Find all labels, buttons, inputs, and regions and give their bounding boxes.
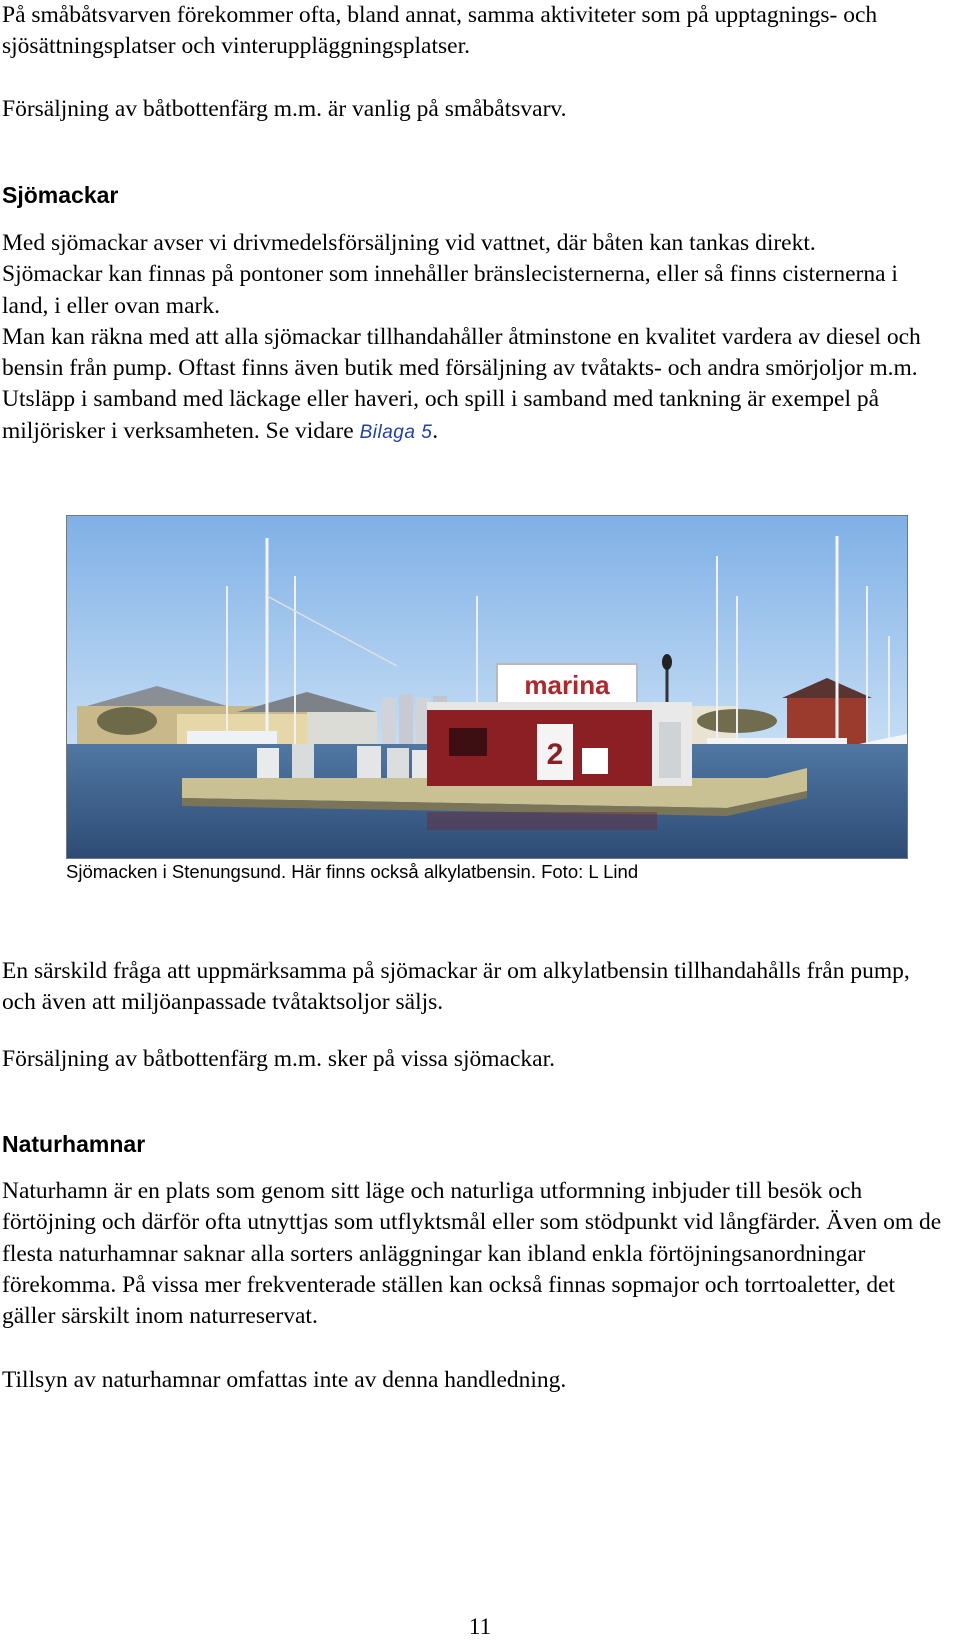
intro-paragraph-1: På småbåtsvarven förekommer ofta, bland annat, samma aktiviteter som på upptagnings- och sjösättningsplatser och vinteruppläggningsplatser. — [2, 2, 878, 60]
sjomackar-paragraph-1: Med sjömackar avser vi drivmedelsförsäljning vid vattnet, där båten kan tankas direkt. — [2, 230, 816, 256]
after-photo-paragraph-1: En särskild fråga att uppmärksamma på sjömackar är om alkylatbensin tillhandahålls från pump, och även att miljöanpassade tvåtaktsoljor säljs. — [2, 958, 910, 1016]
naturhamnar-paragraph-2: Tillsyn av naturhamnar omfattas inte av denna handledning. — [2, 1367, 567, 1393]
intro-paragraph-2: Försäljning av båtbottenfärg m.m. är vanlig på småbåtsvarv. — [2, 96, 567, 122]
marina-sign-text: marina — [524, 670, 610, 700]
sjomackar-paragraph-4 — [2, 384, 942, 448]
sjomackar-paragraph-3: Man kan räkna med att alla sjömackar tillhandahåller åtminstone en kvalitet vardera av diesel och bensin från pump. Oftast finns även butik med försäljning av tvåtakts- och andra smörjoljor m.m. — [2, 323, 921, 382]
photo-caption: Sjömacken i Stenungsund. Här finns också alkylatbensin. Foto: L Lind — [66, 861, 639, 882]
naturhamnar-paragraph-1: Naturhamn är en plats som genom sitt läge och naturliga utformning inbjuder till besök och förtöjning och därför ofta utnyttjas som utflyktsmål eller som stödpunkt vid långfärder. Även om de flesta naturhamnar saknar alla sorters anläggningar kan ibland enkla förtöjningsanordningar förekomma. På vissa mer frekventerade ställen kan också finnas sopmajor och torrtoaletter, det gäller särskilt inom naturreservat. — [2, 1178, 942, 1330]
bilaga-5-link[interactable]: Bilaga 5 — [359, 421, 433, 443]
sjomackar-paragraph-4-text: Utsläpp i samband med läckage eller haveri, och spill i samband med tankning är exempel på miljörisker i verksamheten. Se vidare — [2, 386, 880, 444]
sjomackar-paragraph-4-end: . — [432, 417, 439, 444]
heading-sjomackar: Sjömackar — [2, 182, 119, 208]
kiosk-door-number: 2 — [546, 738, 564, 771]
harbor-photo — [66, 515, 908, 859]
sjomackar-paragraph-2: Sjömackar kan finnas på pontoner som innehåller bränslecisternerna, eller så finns cisternerna i land, i eller ovan mark. — [2, 261, 898, 319]
after-photo-paragraph-2: Försäljning av båtbottenfärg m.m. sker på vissa sjömackar. — [2, 1046, 556, 1072]
heading-naturhamnar: Naturhamnar — [2, 1131, 146, 1157]
page-number: 11 — [468, 1614, 492, 1639]
sjomackar-body — [2, 228, 942, 448]
